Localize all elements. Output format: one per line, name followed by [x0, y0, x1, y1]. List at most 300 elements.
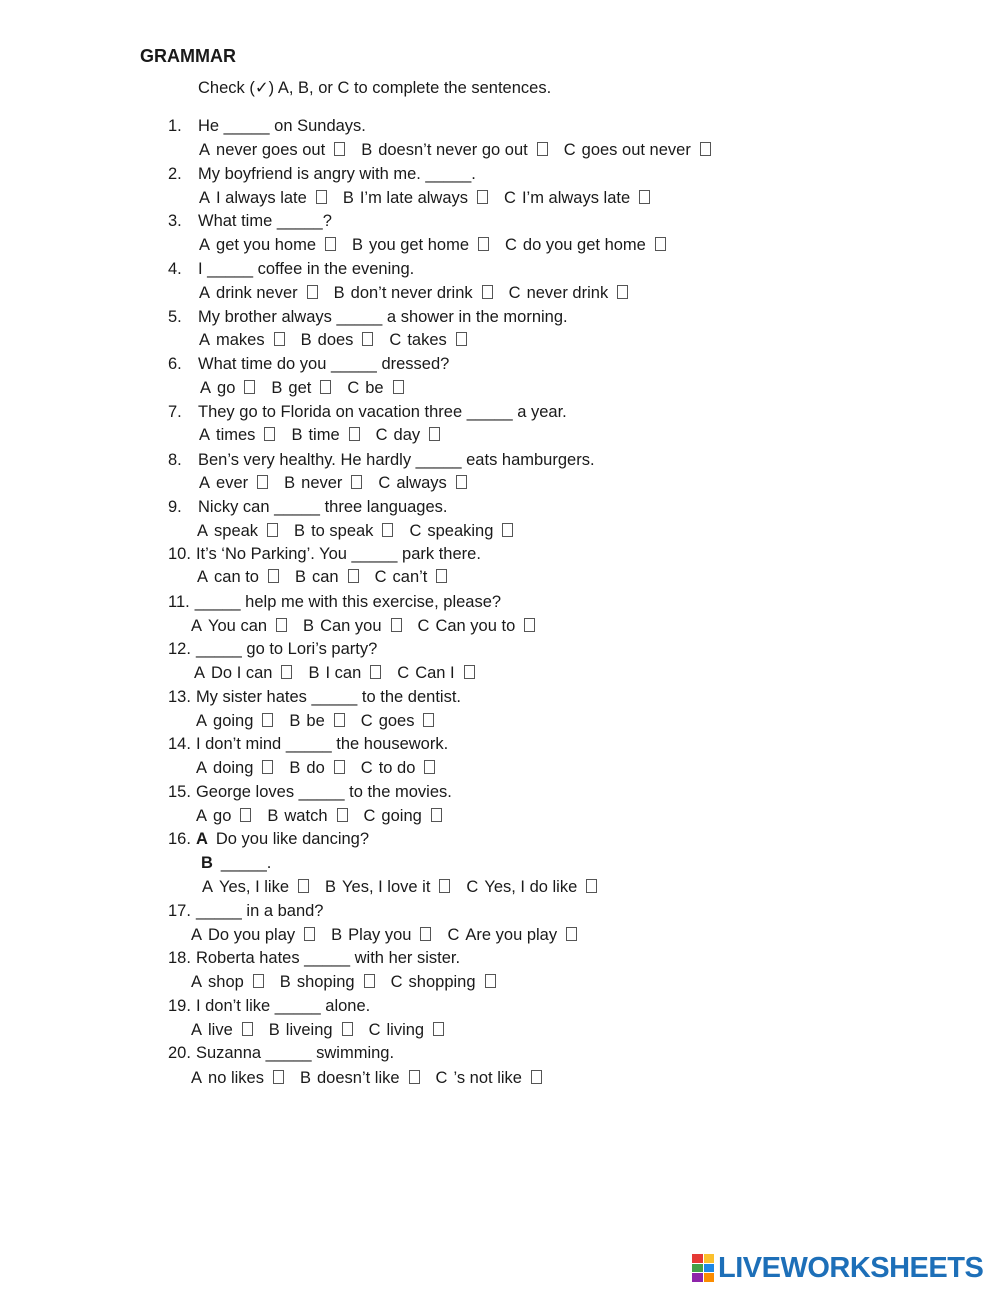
option-text: always	[396, 474, 447, 492]
option-text: going	[213, 712, 254, 730]
question-text: I don’t like _____ alone.	[195, 997, 371, 1015]
option-letter: B	[294, 568, 306, 586]
checkbox-icon[interactable]	[264, 427, 275, 441]
question-text: They go to Florida on vacation three _____ a year.	[198, 403, 567, 421]
checkbox-icon[interactable]	[349, 427, 360, 441]
question-text: He _____ on Sundays.	[198, 117, 366, 135]
question-text: My sister hates _____ to the dentist.	[195, 688, 462, 706]
option-a[interactable]	[199, 474, 268, 493]
option-letter: C	[368, 1021, 381, 1039]
option-c[interactable]	[391, 973, 496, 992]
option-letter: A	[199, 236, 211, 254]
option-b[interactable]	[300, 1069, 420, 1088]
checkbox-icon[interactable]	[393, 380, 404, 394]
question-9	[168, 498, 448, 517]
checkbox-icon[interactable]	[244, 380, 255, 394]
option-text: never goes out	[216, 141, 326, 159]
answer-options	[199, 189, 666, 208]
option-letter: A	[199, 474, 211, 492]
question-text: Nicky can _____ three languages.	[198, 498, 448, 516]
checkbox-icon[interactable]	[531, 1070, 542, 1084]
question-7	[168, 403, 567, 422]
option-letter: C	[447, 926, 460, 944]
option-c[interactable]	[564, 141, 711, 160]
checkbox-icon[interactable]	[478, 237, 489, 251]
checkbox-icon[interactable]	[409, 1070, 420, 1084]
option-text: You can	[208, 617, 268, 635]
logo-square-icon	[692, 1273, 703, 1282]
option-text: live	[208, 1021, 233, 1039]
option-a[interactable]	[194, 664, 292, 683]
option-a[interactable]	[196, 807, 251, 826]
option-a[interactable]	[191, 973, 264, 992]
option-text: makes	[216, 331, 265, 349]
checkbox-icon[interactable]	[268, 569, 279, 583]
question-text: Ben’s very healthy. He hardly _____ eats hamburgers.	[198, 451, 595, 469]
option-b[interactable]	[269, 1021, 353, 1040]
answer-options	[191, 1069, 558, 1088]
option-text: Are you play	[465, 926, 558, 944]
question-12	[168, 640, 377, 659]
option-letter: B	[303, 617, 315, 635]
option-letter: C	[363, 807, 376, 825]
liveworksheets-logo	[692, 1252, 983, 1284]
option-b[interactable]	[301, 331, 374, 350]
checkbox-icon[interactable]	[464, 665, 475, 679]
option-text: Do I can	[211, 664, 273, 682]
option-c[interactable]	[418, 617, 536, 636]
option-c[interactable]	[466, 878, 597, 897]
option-text: do you get home	[522, 236, 646, 254]
question-8	[168, 451, 595, 470]
option-letter: B	[279, 973, 291, 991]
question-number: 12.	[168, 640, 191, 658]
option-text: never	[301, 474, 343, 492]
question-number: 16.	[168, 830, 191, 848]
question-17	[168, 902, 323, 921]
checkbox-icon[interactable]	[262, 713, 273, 727]
option-text: does	[317, 331, 354, 349]
checkbox-icon[interactable]	[524, 618, 535, 632]
option-letter: C	[397, 664, 410, 682]
question-text: _____ go to Lori’s party?	[195, 640, 378, 658]
option-a[interactable]	[191, 926, 315, 945]
speaker-b-label: B	[201, 854, 213, 872]
option-text: goes out never	[581, 141, 691, 159]
question-text: Roberta hates _____ with her sister.	[195, 949, 461, 967]
option-letter: C	[466, 878, 479, 896]
checkbox-icon[interactable]	[502, 523, 513, 537]
option-text: you get home	[369, 236, 469, 254]
option-letter: A	[191, 973, 203, 991]
question-1	[168, 117, 366, 136]
question-2	[168, 165, 476, 184]
checkbox-icon[interactable]	[433, 1022, 444, 1036]
option-letter: B	[331, 926, 343, 944]
option-letter: B	[352, 236, 364, 254]
option-text: be	[365, 379, 384, 397]
question-text: George loves _____ to the movies.	[195, 783, 452, 801]
question-number: 19.	[168, 997, 191, 1015]
option-b[interactable]	[295, 568, 359, 587]
checkbox-icon[interactable]	[639, 190, 650, 204]
checkbox-icon[interactable]	[253, 974, 264, 988]
option-letter: A	[199, 331, 211, 349]
checkbox-icon[interactable]	[267, 523, 278, 537]
checkbox-icon[interactable]	[257, 475, 268, 489]
option-text: Yes, I love it	[342, 878, 431, 896]
option-a[interactable]	[196, 759, 273, 778]
option-letter: B	[271, 379, 283, 397]
option-c[interactable]	[375, 568, 448, 587]
question-number: 20.	[168, 1044, 191, 1062]
option-letter: C	[389, 331, 402, 349]
answer-options	[196, 807, 458, 826]
option-text: I always late	[216, 189, 307, 207]
answer-options	[199, 141, 727, 160]
question-text: My boyfriend is angry with me. _____.	[198, 165, 476, 183]
option-a[interactable]	[202, 878, 309, 897]
option-b[interactable]	[361, 141, 548, 160]
option-letter: C	[390, 973, 403, 991]
question-3	[168, 212, 332, 231]
question-number: 10.	[168, 545, 191, 563]
checkbox-icon[interactable]	[436, 569, 447, 583]
option-text: time	[308, 426, 340, 444]
checkbox-icon[interactable]	[477, 190, 488, 204]
checkbox-icon[interactable]	[348, 569, 359, 583]
question-20	[168, 1044, 394, 1063]
answer-options	[194, 664, 491, 683]
answer-options	[191, 617, 551, 636]
option-c[interactable]	[376, 426, 441, 445]
answer-options	[200, 379, 420, 398]
option-a[interactable]	[191, 1021, 253, 1040]
checkbox-icon[interactable]	[617, 285, 628, 299]
option-letter: A	[199, 189, 211, 207]
answer-options	[197, 568, 463, 587]
option-letter: A	[199, 426, 211, 444]
question-number: 13.	[168, 688, 191, 706]
checkbox-icon[interactable]	[429, 427, 440, 441]
checkbox-icon[interactable]	[439, 879, 450, 893]
logo-square-icon	[704, 1273, 715, 1282]
question-number: 4.	[168, 260, 182, 278]
option-letter: B	[267, 807, 279, 825]
option-text: I can	[325, 664, 362, 682]
option-text: shopping	[408, 973, 476, 991]
question-number: 17.	[168, 902, 191, 920]
option-c[interactable]	[378, 474, 466, 493]
checkbox-icon[interactable]	[307, 285, 318, 299]
question-18	[168, 949, 460, 968]
question-4	[168, 260, 414, 279]
option-letter: A	[200, 379, 212, 397]
checkbox-icon[interactable]	[304, 927, 315, 941]
option-letter: C	[508, 284, 521, 302]
question-number: 3.	[168, 212, 182, 230]
option-letter: B	[361, 141, 373, 159]
option-text: shoping	[296, 973, 355, 991]
option-letter: C	[378, 474, 391, 492]
option-c[interactable]	[347, 379, 403, 398]
option-b[interactable]	[294, 522, 393, 541]
question-text: _____ help me with this exercise, please?	[194, 593, 502, 611]
option-b[interactable]	[267, 807, 347, 826]
checkbox-icon[interactable]	[334, 760, 345, 774]
option-text: Play you	[348, 926, 412, 944]
question-number: 6.	[168, 355, 182, 373]
question-text: What time do you _____ dressed?	[198, 355, 450, 373]
question-number: 7.	[168, 403, 182, 421]
option-b[interactable]	[343, 189, 488, 208]
question-15	[168, 783, 452, 802]
option-b[interactable]	[331, 926, 431, 945]
option-text: go	[213, 807, 232, 825]
option-letter: C	[360, 712, 373, 730]
checkbox-icon[interactable]	[362, 332, 373, 346]
instructions: Check (✓) A, B, or C to complete the sentences.	[198, 79, 552, 97]
option-letter: A	[196, 807, 208, 825]
option-letter: C	[435, 1069, 448, 1087]
answer-options	[199, 426, 456, 445]
option-text: never drink	[526, 284, 609, 302]
option-a[interactable]	[199, 284, 318, 303]
option-text: to do	[378, 759, 416, 777]
question-text: It’s ‘No Parking’. You _____ park there.	[195, 545, 481, 563]
question-text: What time _____?	[198, 212, 332, 230]
option-letter: B	[268, 1021, 280, 1039]
option-letter: C	[360, 759, 373, 777]
checkbox-icon[interactable]	[337, 808, 348, 822]
question-16-reply	[201, 854, 271, 873]
checkbox-icon[interactable]	[485, 974, 496, 988]
option-text: shop	[208, 973, 244, 991]
option-text: can to	[214, 568, 259, 586]
option-a[interactable]	[191, 1069, 284, 1088]
question-10	[168, 545, 481, 564]
option-letter: B	[342, 189, 354, 207]
option-text: get	[288, 379, 312, 397]
option-letter: A	[191, 617, 203, 635]
checkbox-icon[interactable]	[370, 665, 381, 679]
question-number: 9.	[168, 498, 182, 516]
option-c[interactable]	[389, 331, 466, 350]
option-letter: C	[374, 568, 387, 586]
option-c[interactable]	[397, 664, 474, 683]
option-text: I’m late always	[359, 189, 469, 207]
option-b[interactable]	[289, 759, 344, 778]
option-c[interactable]	[369, 1021, 445, 1040]
option-b[interactable]	[289, 712, 344, 731]
option-c[interactable]	[409, 522, 513, 541]
logo-text: LIVEWORKSHEETS	[718, 1251, 984, 1284]
checkbox-icon[interactable]	[325, 237, 336, 251]
option-a[interactable]	[199, 426, 275, 445]
checkbox-icon[interactable]	[700, 142, 711, 156]
option-c[interactable]	[361, 759, 436, 778]
reply-blank: _____.	[220, 854, 272, 872]
checkbox-icon[interactable]	[482, 285, 493, 299]
checkbox-icon[interactable]	[586, 879, 597, 893]
checkbox-icon[interactable]	[655, 237, 666, 251]
checkbox-icon[interactable]	[342, 1022, 353, 1036]
option-text: get you home	[216, 236, 316, 254]
option-text: to speak	[311, 522, 374, 540]
checkbox-icon[interactable]	[351, 475, 362, 489]
option-a[interactable]	[199, 141, 345, 160]
answer-options	[199, 474, 483, 493]
checkbox-icon[interactable]	[273, 1070, 284, 1084]
option-letter: C	[417, 617, 430, 635]
option-b[interactable]	[325, 878, 450, 897]
checkbox-icon[interactable]	[382, 523, 393, 537]
option-b[interactable]	[308, 664, 381, 683]
option-b[interactable]	[291, 426, 359, 445]
answer-options	[191, 926, 593, 945]
option-letter: B	[308, 664, 320, 682]
option-b[interactable]	[284, 474, 362, 493]
answer-options	[199, 331, 483, 350]
checkbox-icon[interactable]	[364, 974, 375, 988]
option-a[interactable]	[191, 617, 287, 636]
option-letter: A	[196, 712, 208, 730]
checkbox-icon[interactable]	[431, 808, 442, 822]
question-19	[168, 997, 370, 1016]
option-c[interactable]	[509, 284, 629, 303]
option-b[interactable]	[303, 617, 401, 636]
option-text: takes	[407, 331, 447, 349]
checkbox-icon[interactable]	[424, 760, 435, 774]
logo-mark-icon	[692, 1254, 714, 1282]
checkbox-icon[interactable]	[423, 713, 434, 727]
option-text: doesn’t never go out	[378, 141, 528, 159]
option-letter: B	[300, 331, 312, 349]
option-text: liveing	[285, 1021, 333, 1039]
checkbox-icon[interactable]	[537, 142, 548, 156]
option-letter: C	[347, 379, 360, 397]
answer-options	[197, 522, 529, 541]
option-text: doesn’t like	[316, 1069, 400, 1087]
checkbox-icon[interactable]	[240, 808, 251, 822]
option-letter: B	[289, 712, 301, 730]
option-text: Yes, I do like	[484, 878, 578, 896]
speaker-a-label: A	[195, 830, 208, 848]
option-text: times	[216, 426, 256, 444]
option-letter: B	[291, 426, 303, 444]
question-number: 5.	[168, 308, 182, 326]
option-text: be	[306, 712, 325, 730]
checkbox-icon[interactable]	[242, 1022, 253, 1036]
option-text: Can I	[415, 664, 455, 682]
question-number: 1.	[168, 117, 182, 135]
option-text: day	[393, 426, 421, 444]
checkbox-icon[interactable]	[274, 332, 285, 346]
option-text: Can you	[320, 617, 382, 635]
option-letter: A	[202, 878, 214, 896]
option-letter: A	[196, 759, 208, 777]
option-text: can	[311, 568, 339, 586]
question-text: My brother always _____ a shower in the morning.	[198, 308, 568, 326]
option-text: living	[386, 1021, 425, 1039]
answer-options	[199, 236, 682, 255]
option-a[interactable]	[199, 236, 336, 255]
checkbox-icon[interactable]	[262, 760, 273, 774]
question-number: 11.	[168, 593, 190, 611]
question-number: 8.	[168, 451, 182, 469]
question-number: 18.	[168, 949, 191, 967]
checkbox-icon[interactable]	[281, 665, 292, 679]
checkbox-icon[interactable]	[391, 618, 402, 632]
option-letter: A	[194, 664, 206, 682]
answer-options	[199, 284, 644, 303]
question-11	[168, 593, 501, 612]
option-text: goes	[378, 712, 415, 730]
option-letter: A	[197, 568, 209, 586]
checkbox-icon[interactable]	[320, 380, 331, 394]
option-b[interactable]	[334, 284, 493, 303]
option-b[interactable]	[271, 379, 331, 398]
option-letter: A	[191, 1021, 203, 1039]
option-text: go	[217, 379, 236, 397]
option-b[interactable]	[280, 973, 375, 992]
option-a[interactable]	[200, 379, 255, 398]
option-text: do	[306, 759, 325, 777]
option-text: Do you play	[208, 926, 296, 944]
question-number: 2.	[168, 165, 182, 183]
checkbox-icon[interactable]	[298, 879, 309, 893]
option-text: I’m always late	[521, 189, 631, 207]
option-text: speaking	[427, 522, 494, 540]
option-letter: C	[563, 141, 576, 159]
option-text: speak	[214, 522, 259, 540]
question-16	[168, 830, 369, 849]
option-text: ever	[216, 474, 249, 492]
checkbox-icon[interactable]	[334, 713, 345, 727]
option-a[interactable]	[199, 189, 327, 208]
option-letter: C	[375, 426, 388, 444]
option-c[interactable]	[505, 236, 666, 255]
option-a[interactable]	[196, 712, 273, 731]
option-a[interactable]	[197, 568, 279, 587]
option-a[interactable]	[199, 331, 285, 350]
option-letter: A	[199, 141, 211, 159]
checkbox-icon[interactable]	[334, 142, 345, 156]
option-letter: A	[199, 284, 211, 302]
option-c[interactable]	[447, 926, 577, 945]
checkbox-icon[interactable]	[316, 190, 327, 204]
option-a[interactable]	[197, 522, 278, 541]
checkbox-icon[interactable]	[276, 618, 287, 632]
checkbox-icon[interactable]	[456, 475, 467, 489]
option-c[interactable]	[361, 712, 435, 731]
option-c[interactable]	[364, 807, 442, 826]
checkbox-icon[interactable]	[420, 927, 431, 941]
option-c[interactable]	[504, 189, 650, 208]
checkbox-icon[interactable]	[456, 332, 467, 346]
option-letter: B	[299, 1069, 311, 1087]
question-number: 15.	[168, 783, 191, 801]
checkbox-icon[interactable]	[566, 927, 577, 941]
answer-options	[196, 712, 450, 731]
option-text: no likes	[208, 1069, 264, 1087]
option-c[interactable]	[436, 1069, 542, 1088]
option-letter: B	[333, 284, 345, 302]
answer-options	[196, 759, 451, 778]
option-b[interactable]	[352, 236, 489, 255]
option-text: don’t never drink	[350, 284, 473, 302]
answer-options	[191, 1021, 460, 1040]
